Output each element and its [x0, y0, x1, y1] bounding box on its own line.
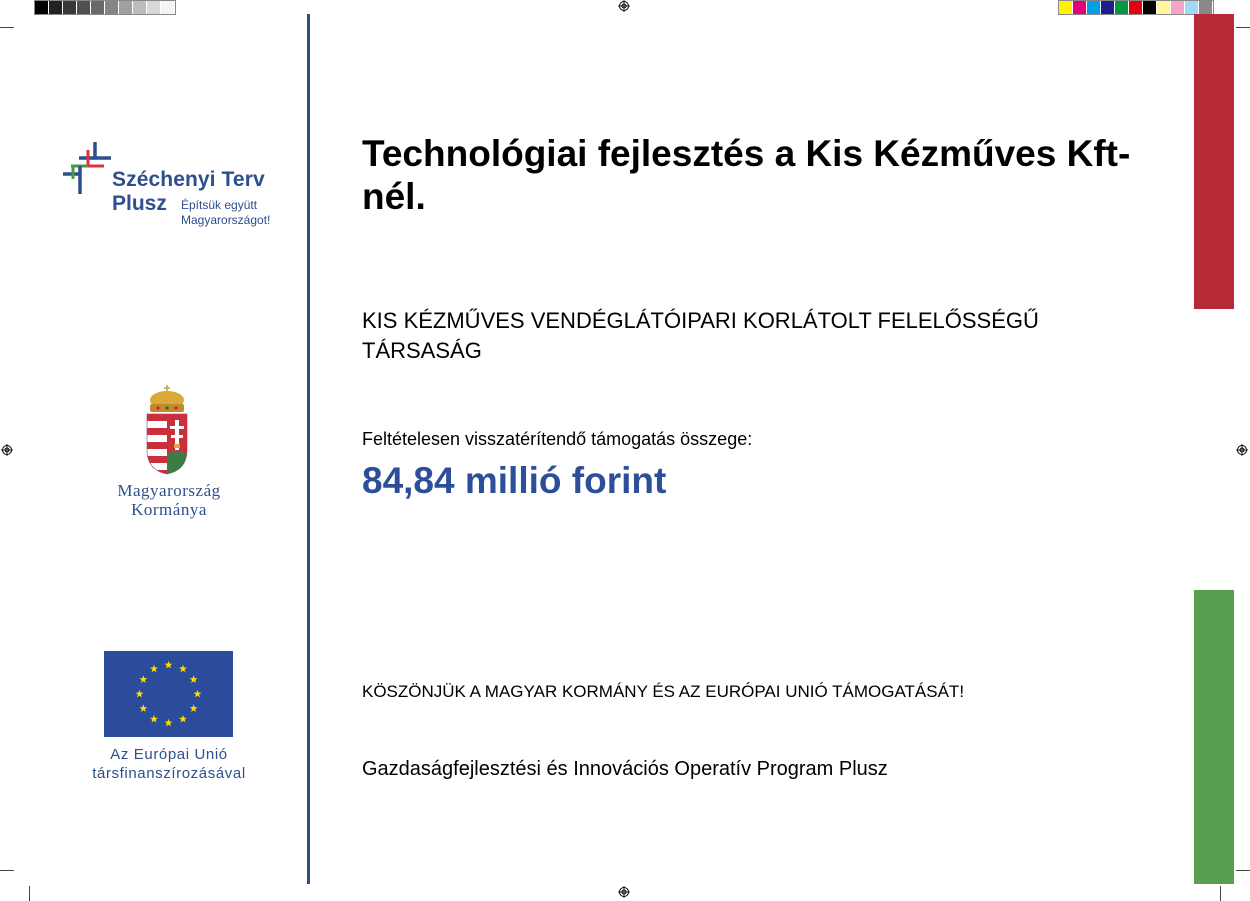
szechenyi-logo-plusz: Plusz	[112, 192, 167, 215]
szechenyi-logo-slogan-line1: Építsük együtt	[181, 198, 258, 212]
crop-mark	[0, 27, 14, 28]
government-logo-line2: Kormánya	[131, 500, 207, 519]
crop-mark	[1236, 870, 1250, 871]
government-logo-line1: Magyarország	[117, 481, 221, 500]
eu-logo-line2: társfinanszírozásával	[92, 765, 246, 782]
eu-flag-icon	[104, 651, 233, 737]
vertical-divider	[307, 14, 310, 884]
project-headline: Technológiai fejlesztés a Kis Kézműves Kft-nél.	[362, 133, 1131, 217]
red-color-bar	[1194, 14, 1234, 309]
registration-mark-icon	[618, 886, 630, 898]
hungarian-coat-of-arms-icon	[143, 384, 191, 476]
support-amount-label: Feltételesen visszatérítendő támogatás összege:	[362, 429, 753, 449]
szechenyi-logo-mark-icon	[62, 141, 112, 195]
thanks-statement: KÖSZÖNJÜK A MAGYAR KORMÁNY ÉS AZ EURÓPAI UNIÓ TÁMOGATÁSÁT!	[362, 682, 965, 701]
beneficiary-company-name: KIS KÉZMŰVES VENDÉGLÁTÓIPARI KORLÁTOLT FELELŐSSÉGŰ TÁRSASÁG	[362, 308, 1039, 363]
crop-mark	[29, 886, 30, 901]
operative-program-name: Gazdaságfejlesztési és Innovációs Operatív Program Plusz	[362, 758, 888, 780]
registration-mark-icon	[618, 0, 630, 12]
support-amount-value: 84,84 millió forint	[362, 460, 667, 501]
szechenyi-logo-title: Széchenyi Terv	[112, 168, 265, 191]
grayscale-calibration-strip	[34, 0, 176, 15]
registration-mark-icon	[1236, 444, 1248, 456]
szechenyi-logo-slogan-line2: Magyarországot!	[181, 213, 271, 227]
crop-mark	[0, 870, 14, 871]
crop-mark	[1220, 886, 1221, 901]
crop-mark	[1236, 27, 1250, 28]
green-color-bar	[1194, 590, 1234, 884]
eu-logo-line1: Az Európai Unió	[110, 746, 228, 763]
registration-mark-icon	[1, 444, 13, 456]
color-calibration-strip	[1058, 0, 1214, 15]
